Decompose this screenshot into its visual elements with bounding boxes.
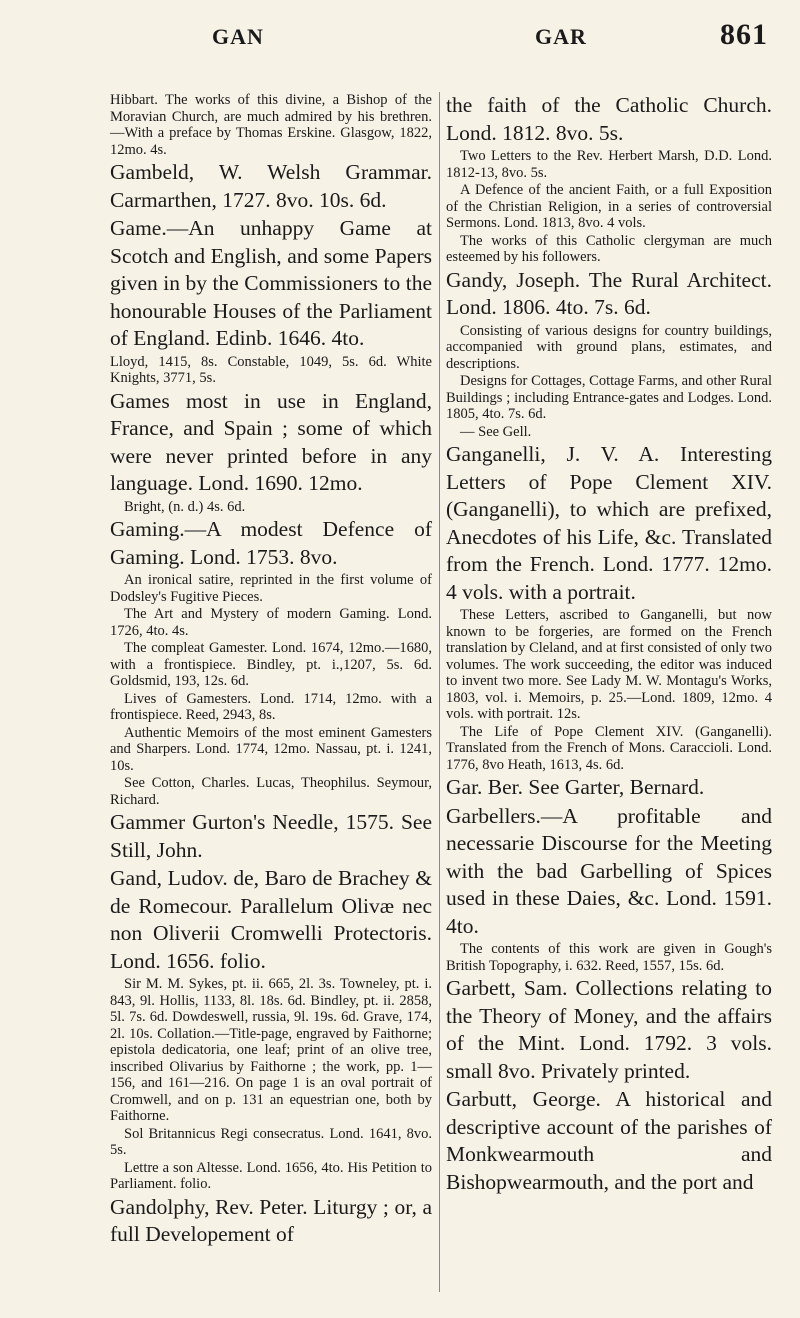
right-column — [446, 92, 772, 1197]
entry: Two Letters to the Rev. Herbert Marsh, D.D. Lond. 1812-13, 8vo. 5s. — [446, 148, 772, 181]
entry: Sol Britannicus Regi consecratus. Lond. 1641, 8vo. 5s. — [110, 1125, 432, 1158]
entry: A Defence of the ancient Faith, or a full Exposition of the Christian Religion, in a series of controversial Sermons. Lond. 1813, 8vo. 4 vols. — [446, 182, 772, 231]
entry: An ironical satire, reprinted in the first volume of Dodsley's Fugitive Pieces. — [110, 572, 432, 605]
entry: The works of this Catholic clergyman are much esteemed by his followers. — [446, 232, 772, 265]
entry: The Life of Pope Clement XIV. (Ganganelli). Translated from the French of Mons. Caraccioli. Lond. 1776, 8vo Heath, 1613, 4s. 6d. — [446, 723, 772, 773]
entry: Bright, (n. d.) 4s. 6d. — [124, 498, 246, 515]
running-head-left: GAN — [212, 24, 264, 49]
entry: The Art and Mystery of modern Gaming. Lond. 1726, 4to. 4s. — [110, 606, 432, 639]
entry: Gammer Gurton's Needle, 1575. See Still, John. — [110, 810, 432, 862]
entry: Gandolphy, Rev. Peter. Liturgy ; or, a full Developement of — [110, 1194, 432, 1246]
entry: Garbellers.—A profitable and necessarie Discourse for the Meeting with the bad Garbelling of Spices used in these Daies, &c. Lond. 1591. 4to. — [446, 803, 772, 938]
entry: — See Gell. — [460, 423, 532, 440]
entry: Sir M. M. Sykes, pt. ii. 665, 2l. 3s. Towneley, pt. i. 843, 9l. Hollis, 1133, 8l. 18s. 6d. Bindley, pt. ii. 2858, 5l. 7s. 6d. Dowdeswell, russia, 9l. 19s. 6d. Grave, 174, 2l. 10s. Collation.—Title-page, engraved by Faithorne; epistola dedicatoria, one leaf; print of an olive tree, inscribed Olivarius by Faithorne ; the work, pp. 1—156, and 161—216. On page 1 is an oval portrait of Cromwell, and on p. 131 an equestrian one, both by Faithorne. — [110, 976, 432, 1124]
running-head-right: GAR — [535, 24, 587, 49]
entry: Game.—An unhappy Game at Scotch and English, and some Papers given in by the Commissioners to the honourable Houses of the Parliament of England. Edinb. 1646. 4to. — [110, 216, 432, 350]
column-divider — [439, 92, 440, 1292]
entry: Lives of Gamesters. Lond. 1714, 12mo. with a frontispiece. Reed, 2943, 8s. — [110, 690, 432, 723]
entry: Gambeld, W. Welsh Grammar. Carmarthen, 1727. 8vo. 10s. 6d. — [110, 160, 432, 212]
entry: Gand, Ludov. de, Baro de Brachey & de Romecour. Parallelum Olivæ nec non Oliverii Cromwelli Protectoris. Lond. 1656. folio. — [110, 866, 432, 973]
entry: Gar. Ber. See Garter, Bernard. — [446, 775, 705, 799]
page-number: 861 — [720, 18, 768, 51]
entry: Lettre a son Altesse. Lond. 1656, 4to. His Petition to Parliament. folio. — [110, 1159, 432, 1192]
entry: Games most in use in England, France, and Spain ; some of which were never printed before in any language. Lond. 1690. 12mo. — [110, 388, 432, 495]
entry: Garbutt, George. A historical and descriptive account of the parishes of Monkwearmouth and Bishopwearmouth, and the port and — [446, 1087, 772, 1194]
entry: the faith of the Catholic Church. Lond. 1812. 8vo. 5s. — [446, 93, 772, 145]
entry: Authentic Memoirs of the most eminent Gamesters and Sharpers. Lond. 1774, 12mo. Nassau, pt. i. 1241, 10s. — [110, 724, 432, 774]
entry: Ganganelli, J. V. A. Interesting Letters of Pope Clement XIV. (Ganganelli), to which are prefixed, Anecdotes of his Life, &c. Translated from the French. Lond. 1777. 12mo. 4 vols. with a portrait. — [446, 442, 772, 604]
entry: These Letters, ascribed to Ganganelli, but now known to be forgeries, are formed on the French translation by Cleland, and at first consisted of only two volumes. The work succeeding, the editor was induced to invent two more. See Lady M. W. Montagu's Works, 1803, vol. i. Memoirs, p. 25.—Lond. 1809, 12mo. 4 vols. with portrait. 12s. — [446, 607, 772, 722]
entry: Lloyd, 1415, 8s. Constable, 1049, 5s. 6d. White Knights, 3771, 5s. — [110, 353, 432, 386]
entry: Consisting of various designs for country buildings, accompanied with ground plans, estimates, and descriptions. — [446, 322, 772, 372]
entry: Gaming.—A modest Defence of Gaming. Lond. 1753. 8vo. — [110, 517, 432, 569]
entry: See Cotton, Charles. Lucas, Theophilus. Seymour, Richard. — [110, 775, 432, 808]
entry: Garbett, Sam. Collections relating to the Theory of Money, and the affairs of the Mint. Lond. 1792. 3 vols. small 8vo. Privately printed. — [446, 976, 772, 1083]
left-column — [110, 92, 432, 1250]
entry: The contents of this work are given in Gough's British Topography, i. 632. Reed, 1557, 15s. 6d. — [446, 941, 772, 974]
entry: Hibbart. The works of this divine, a Bishop of the Moravian Church, are much admired by his brethren.—With a preface by Thomas Erskine. Glasgow, 1822, 12mo. 4s. — [110, 92, 432, 158]
page-header — [0, 18, 800, 58]
entry: Designs for Cottages, Cottage Farms, and other Rural Buildings ; including Entrance-gates and Lodges. Lond. 1805, 4to. 7s. 6d. — [446, 373, 772, 422]
entry: Gandy, Joseph. The Rural Architect. Lond. 1806. 4to. 7s. 6d. — [446, 267, 772, 319]
entry: The compleat Gamester. Lond. 1674, 12mo.—1680, with a frontispiece. Bindley, pt. i.,1207, 5s. 6d. Goldsmid, 193, 12s. 6d. — [110, 640, 432, 689]
